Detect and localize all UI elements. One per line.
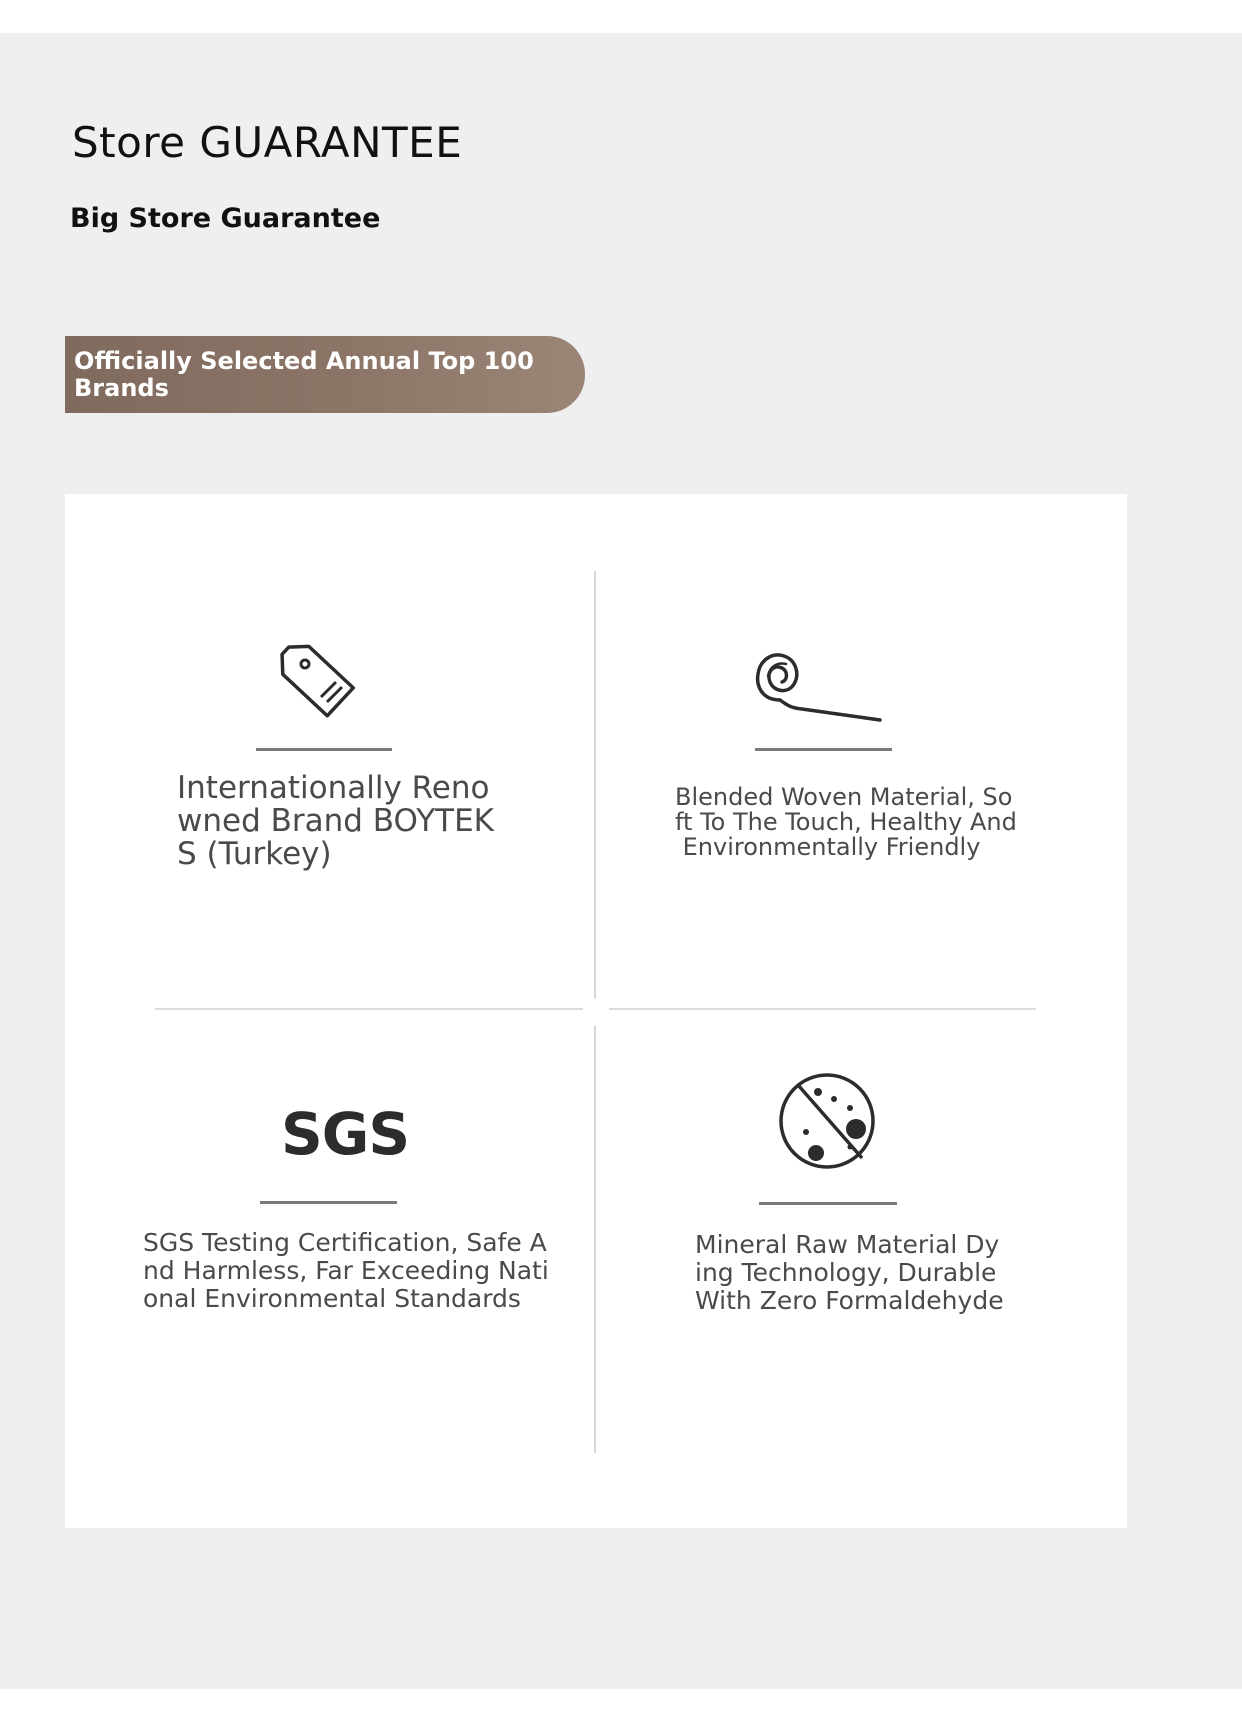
feature-3-line-1: SGS Testing Certification, Safe A bbox=[143, 1228, 547, 1257]
badge-line-1: Officially Selected Annual Top 100 bbox=[74, 347, 534, 375]
section-title: Store GUARANTEE bbox=[72, 118, 463, 167]
feature-1-separator bbox=[256, 748, 392, 751]
feature-3-line-3: onal Environmental Standards bbox=[143, 1284, 521, 1313]
section-subtitle: Big Store Guarantee bbox=[70, 203, 381, 234]
features-card bbox=[65, 494, 1127, 1528]
feature-3-line-2: nd Harmless, Far Exceeding Nati bbox=[143, 1256, 549, 1285]
sgs-logo: SGS bbox=[281, 1100, 410, 1168]
feature-4-line-3: With Zero Formaldehyde bbox=[695, 1286, 1004, 1315]
feature-1-line-1: Internationally Reno bbox=[177, 770, 490, 806]
horizontal-divider-right bbox=[609, 1008, 1036, 1010]
badge-line-2: Brands bbox=[74, 374, 169, 402]
feature-2-separator bbox=[755, 748, 892, 751]
feature-4-line-2: ing Technology, Durable bbox=[695, 1258, 997, 1287]
no-bacteria-icon bbox=[778, 1072, 876, 1170]
feature-2-text bbox=[675, 785, 1017, 860]
price-tag-icon bbox=[280, 640, 360, 720]
feature-3-text bbox=[143, 1229, 549, 1313]
vertical-divider-bottom bbox=[594, 1026, 596, 1453]
feature-4-line-1: Mineral Raw Material Dy bbox=[695, 1230, 1000, 1259]
feature-1-line-2: wned Brand BOYTEK bbox=[177, 803, 495, 839]
top-brand-badge bbox=[65, 336, 585, 413]
fiber-swirl-icon bbox=[752, 648, 882, 728]
feature-4-text bbox=[695, 1231, 1004, 1315]
feature-2-line-3: Environmentally Friendly bbox=[675, 833, 981, 861]
feature-4-separator bbox=[759, 1202, 897, 1205]
feature-3-separator bbox=[260, 1201, 397, 1204]
feature-2-line-1: Blended Woven Material, So bbox=[675, 783, 1013, 811]
vertical-divider-top bbox=[594, 571, 596, 999]
horizontal-divider-left bbox=[155, 1008, 583, 1010]
feature-2-line-2: ft To The Touch, Healthy And bbox=[675, 808, 1017, 836]
feature-1-line-3: S (Turkey) bbox=[177, 836, 332, 872]
feature-1-text bbox=[177, 772, 494, 871]
